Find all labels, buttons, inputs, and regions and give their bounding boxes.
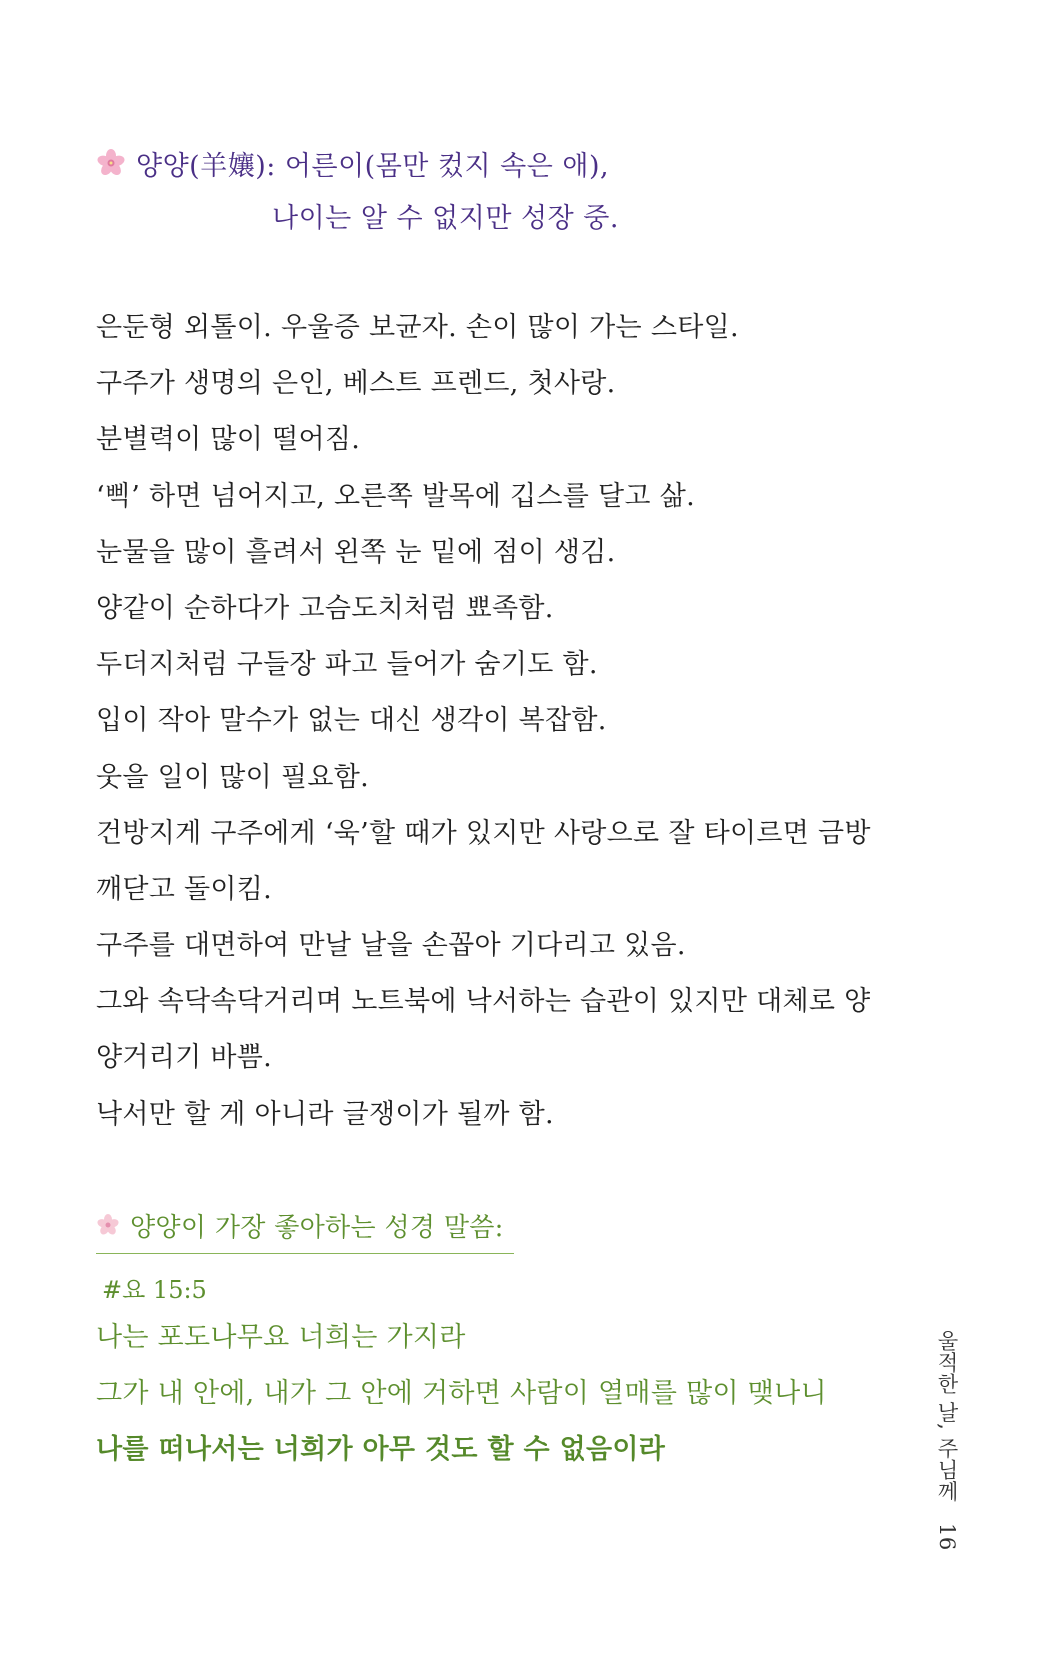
character-header [96,138,619,234]
flower-icon [96,148,126,178]
verse-line: 그가 내 안에, 내가 그 안에 거하면 사람이 열매를 많이 맺나니 [96,1378,827,1409]
verse-divider [96,1253,514,1254]
book-title: 울적한 날, 주님께 [935,1330,959,1503]
body-line: 구주를 대면하여 만날 날을 손꼽아 기다리고 있음. [96,930,686,962]
body-line: ‘삑’ 하면 넘어지고, 오른쪽 발목에 깁스를 달고 삶. [96,480,695,512]
favorite-verse [96,1205,827,1478]
body-line: 건방지게 구주에게 ‘욱’할 때가 있지만 사랑으로 잘 타이르면 금방 [96,817,871,849]
body-line: 깨닫고 돌이킴. [96,873,273,905]
body-line: 입이 작아 말수가 없는 대신 생각이 복잡함. [96,705,607,737]
body-line: 눈물을 많이 흘려서 왼쪽 눈 밑에 점이 생김. [96,536,616,568]
body-line: 낙서만 할 게 아니라 글쟁이가 될까 함. [96,1098,554,1130]
verse-heading [96,1205,827,1245]
body-line: 그와 속닥속닥거리며 노트북에 낙서하는 습관이 있지만 대체로 양 [96,986,871,1018]
header-line-1 [96,138,609,188]
page-number: 16 [935,1523,959,1551]
body-line: 양같이 순하다가 고슴도치처럼 뾰족함. [96,592,554,624]
body-line: 두더지처럼 구들장 파고 들어가 숨기도 함. [96,649,598,681]
header-line-2: 나이는 알 수 없지만 성장 중. [272,203,619,234]
verse-heading-label: 양양이 가장 좋아하는 성경 말씀: [130,1212,504,1243]
body-line: 구주가 생명의 은인, 베스트 프렌드, 첫사랑. [96,368,616,400]
body-line: 분별력이 많이 떨어짐. [96,424,361,456]
verse-reference: #요 15:5 [102,1276,207,1304]
running-footer [932,1330,962,1551]
character-description [96,300,876,1143]
body-line: 은둔형 외톨이. 우울증 보균자. 손이 많이 가는 스타일. [96,312,739,343]
header-title: 양양(羊孃): 어른이(몸만 컸지 속은 애), [136,150,610,182]
body-line: 양거리기 바쁨. [96,1042,273,1074]
body-line: 웃을 일이 많이 필요함. [96,761,369,793]
verse-line: 나를 떠나서는 너희가 아무 것도 할 수 없음이라 [96,1434,666,1465]
verse-line: 나는 포도나무요 너희는 가지라 [96,1322,466,1353]
small-flower-icon [96,1213,120,1237]
